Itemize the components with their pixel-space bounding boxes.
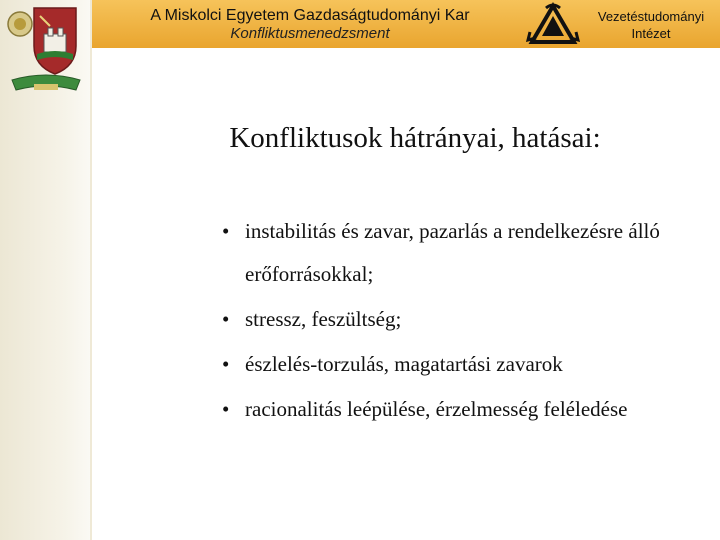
bullet-text: racionalitás leépülése, érzelmesség feléledése (245, 397, 628, 421)
course-name: Konfliktusmenedzsment (230, 25, 390, 42)
university-crest-logo (4, 4, 88, 96)
bullet-dot: • (222, 307, 230, 331)
bullet-dot: • (222, 397, 230, 421)
institute-name (582, 8, 720, 42)
bullet-item (222, 343, 682, 386)
bullet-dot: • (222, 352, 230, 376)
bullet-item (222, 298, 682, 341)
bullet-list (222, 210, 682, 433)
university-header (120, 6, 500, 42)
bullet-text: instabilitás és zavar, pazarlás a rendelkezésre álló erőforrásokkal; (245, 219, 660, 286)
slide-title: Konfliktusok hátrányai, hatásai: (229, 122, 601, 154)
bullet-item (222, 210, 682, 296)
institute-logo (526, 2, 580, 46)
institute-name-line1: Vezetéstudományi (597, 9, 705, 24)
university-name: A Miskolci Egyetem Gazdaságtudományi Kar (150, 7, 470, 24)
bullet-item (222, 388, 682, 431)
bullet-text: stressz, feszültség; (245, 307, 402, 331)
institute-name-line2: Intézet (631, 26, 671, 41)
bullet-dot: • (222, 219, 230, 243)
bullet-text: észlelés-torzulás, magatartási zavarok (245, 352, 563, 376)
